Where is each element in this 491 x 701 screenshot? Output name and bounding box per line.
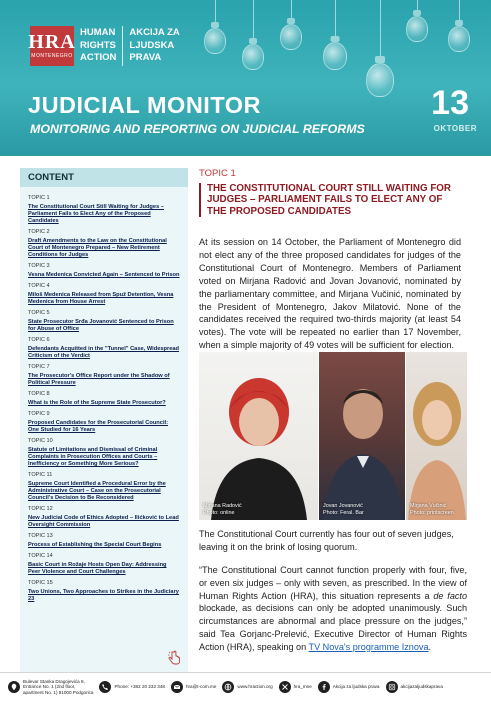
lightbulb-icon [276, 0, 306, 60]
footer-website[interactable]: www.hraction.org [222, 681, 272, 693]
instagram-icon [386, 681, 398, 693]
article-title-block [199, 183, 461, 217]
toc-topic-label: TOPIC 14 [28, 553, 53, 559]
toc-link[interactable]: Two Unions, Two Approaches to Strikes in the Judiciary 23 [28, 589, 179, 602]
footer-twitter[interactable]: hra_mne [279, 681, 312, 693]
toc-topic-label: TOPIC 6 [28, 337, 50, 343]
logo-text-montenegrin: AKCIJA ZA LJUDSKA PRAVA [129, 27, 180, 63]
toc-topic-label: TOPIC 11 [28, 472, 53, 478]
lightbulb-icon [444, 0, 474, 60]
article-paragraph: The Constitutional Court currently has four out of seven judges, leaving it on the brink of losing quorum. [199, 529, 454, 552]
toc-topic-label: TOPIC 2 [28, 229, 50, 235]
toc-topic-label: TOPIC 5 [28, 310, 50, 316]
toc-link[interactable]: Proposed Candidates for the Prosecutorial Council: One Studied for 16 Years [28, 420, 168, 433]
photo-caption-credit: Photo: Feral. Bar [323, 510, 364, 516]
photo-caption-credit: Photo: online [203, 510, 235, 516]
photo-caption-credit: Photo: printscreen [410, 510, 454, 516]
toc-topic-label: TOPIC 1 [28, 195, 50, 201]
toc-link[interactable]: The Constitutional Court Still Waiting for Judges – Parliament Fails to Elect Any of the Proposed Candidates [28, 204, 164, 224]
toc-link[interactable]: State Prosecutor Srđa Jovanović Sentenced to Prison for Abuse of Office [28, 319, 174, 332]
toc-topic-label: TOPIC 4 [28, 283, 50, 289]
phone-icon [99, 681, 111, 693]
footer-address: Bulevar Stanka Dragojevića 8, Entrance No. 1 (2nd floor, apartment No. 1) 81000 Podgorica [8, 679, 93, 696]
photo-caption-name: Jovan Jovanović [323, 503, 363, 509]
photo-caption-name: Mirjana Vučinić [410, 503, 447, 509]
toc-link[interactable]: Defendants Acquitted in the "Tunnel" Case, Widespread Criticism of the Verdict [28, 346, 180, 359]
toc-heading: CONTENT [20, 168, 188, 187]
issue-month: OKTOBER [433, 124, 477, 133]
photo-mirjana-radovic [199, 352, 318, 520]
photo-caption-name: Mirjana Radović [203, 503, 242, 509]
logo-text-english: HUMAN RIGHTS ACTION [74, 26, 123, 66]
toc-topic-label: TOPIC 8 [28, 391, 50, 397]
footer-facebook[interactable]: Akcija za ljudska prava [318, 681, 380, 693]
footer-instagram[interactable]: akcijazaljudskaprava [386, 681, 443, 693]
toc-link[interactable]: Supreme Court Identified a Procedural Error by the Administrative Court – Case on the Prosecutorial Council's Decision to Be Reconsidered [28, 481, 166, 501]
toc-topic-label: TOPIC 7 [28, 364, 50, 370]
toc-link[interactable]: The Prosecutor's Office Report under the Shadow of Political Pressure [28, 373, 170, 386]
toc-topic-label: TOPIC 9 [28, 411, 50, 417]
newsletter-subtitle: MONITORING AND REPORTING ON JUDICIAL REFORMS [30, 122, 365, 136]
facebook-icon [318, 681, 330, 693]
portrait-image [199, 352, 318, 520]
toc-topic-label: TOPIC 13 [28, 533, 53, 539]
toc-link[interactable]: What is the Role of the Supreme State Prosecutor? [28, 400, 166, 406]
toc-topic-label: TOPIC 10 [28, 438, 53, 444]
lightbulb-icon [238, 0, 268, 80]
lightbulb-icon [402, 0, 432, 50]
toc-link[interactable]: Statute of Limitations and Dismissal of Criminal Complaints in Prosecution Offices and Courts – Inefficiency or Something More Serious? [28, 447, 158, 467]
lightbulb-icon [200, 0, 230, 60]
toc-link[interactable]: Vesna Medenica Convicted Again – Sentenced to Prison [28, 272, 180, 278]
lightbulb-icon [360, 0, 400, 110]
article-paragraph: At its session on 14 October, the Parliament of Montenegro did not elect any of the three proposed candidates for judges of the Constitutional Court of Montenegro. Members of Parliament voted on Mirjana Radović and Jovan Jovanović, nominated by the parliamentary committee, and Mirjana Vučinić, nominated by the President of Montenegro, Jakov Milatović. None of the candidates received the required two-thirds majority (at least 54 votes). The vote will be repeated no earlier than 17 November, when a simple majority of 49 votes will be sufficient for election. [199, 237, 461, 351]
toc-link[interactable]: Miloš Medenica Released from Spuž Detention, Vesna Medenica from House Arrest [28, 292, 174, 305]
location-icon [8, 681, 20, 693]
toc-topic-label: TOPIC 15 [28, 580, 53, 586]
logo-mark: HRA MONTENEGRO [30, 26, 74, 66]
toc-link[interactable]: Basic Court in Rožaje Hosts Open Day: Addressing Peer Violence and Court Challenges [28, 562, 167, 575]
newsletter-title: JUDICIAL MONITOR [28, 92, 262, 118]
portrait-image [319, 352, 405, 520]
tv-nova-link[interactable]: TV Nova's programme Iznova [308, 641, 429, 652]
lightbulb-icon [318, 0, 352, 80]
toc-topic-label: TOPIC 12 [28, 506, 53, 512]
toc-list [20, 187, 188, 603]
header-banner [0, 0, 491, 156]
email-icon [171, 681, 183, 693]
x-icon [279, 681, 291, 693]
toc-link[interactable]: Draft Amendments to the Law on the Constitutional Court of Montenegro Prepared – New Retirement Conditions for Judges [28, 238, 167, 258]
article-quote-paragraph: “The Constitutional Court cannot function properly with four, five, or even six judges – only with seven, as prescribed. In the view of Human Rights Action (HRA), this situation represents a de facto blockade, as decisions can only be adopted unanimously. Such circumstances are abnormal and place pressure on the judges,” said Tea Gorjanc-Prelević, Executive Director of Human Rights Action (HRA), speaking on TV Nova's programme Iznova. [199, 565, 468, 652]
issue-number: 13 [431, 84, 469, 122]
portrait-image [406, 352, 467, 520]
article-title: THE CONSTITUTIONAL COURT STILL WAITING FOR JUDGES – PARLIAMENT FAILS TO ELECT ANY OF THE PROPOSED CANDIDATES [207, 183, 452, 217]
hand-pointer-icon [166, 650, 182, 666]
footer-phone[interactable]: Phone: +382 20 232 348 [99, 681, 164, 693]
toc-topic-label: TOPIC 3 [28, 263, 50, 269]
toc-link[interactable]: New Judicial Code of Ethics Adopted – Ilićković to Lead Oversight Commission [28, 515, 179, 528]
footer-contacts [0, 672, 491, 701]
hra-logo [30, 26, 186, 66]
photo-jovan-jovanovic [319, 352, 405, 520]
toc-link[interactable]: Process of Establishing the Special Court Begins [28, 542, 162, 548]
article-topic-label: TOPIC 1 [199, 168, 236, 179]
table-of-contents [20, 168, 188, 672]
globe-icon [222, 681, 234, 693]
photo-mirjana-vucinic [406, 352, 467, 520]
footer-email[interactable]: hra@t-com.me [171, 681, 216, 693]
